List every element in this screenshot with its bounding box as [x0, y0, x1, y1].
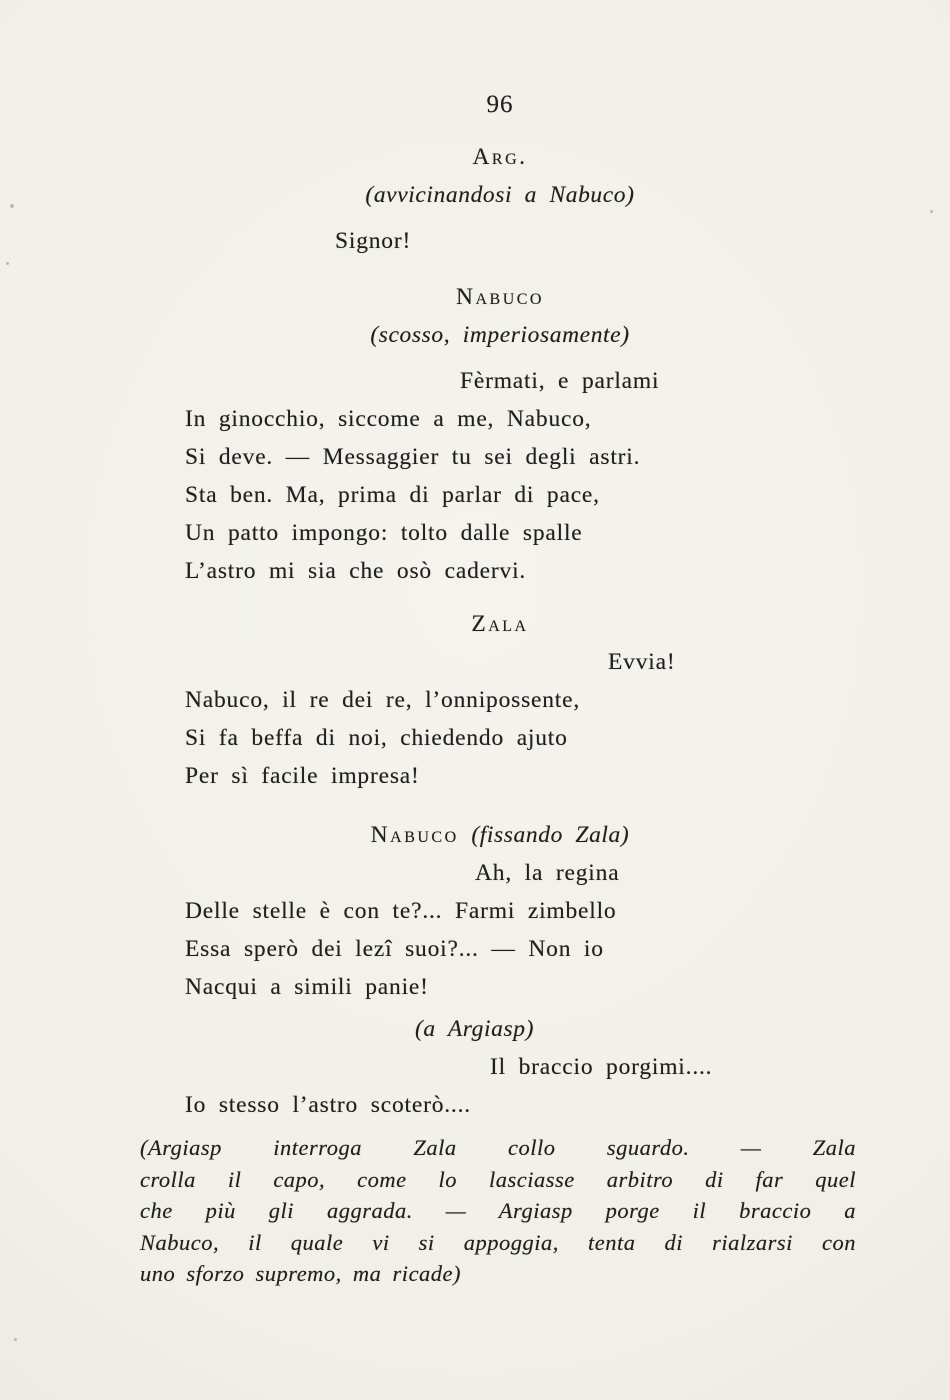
- verse-line: Sta ben. Ma, prima di parlar di pace,: [185, 482, 600, 508]
- stage-direction: (avvicinandosi a Nabuco): [365, 182, 635, 208]
- page-number: 96: [486, 91, 514, 118]
- speech-arg: [140, 138, 860, 260]
- stage-direction-line: Nabuco, il quale vi si appoggia, tenta di rialzarsi con: [140, 1229, 856, 1255]
- paper-speckle: [14, 1338, 17, 1341]
- verse-line: Delle stelle è con te?... Farmi zimbello: [185, 898, 617, 924]
- speech-zala: [140, 605, 860, 795]
- dialogue-line: Signor!: [335, 228, 412, 254]
- stage-direction-line: che più gli aggrada. — Argiasp porge il braccio a: [140, 1198, 856, 1223]
- verse-line: L’astro mi sia che osò cadervi.: [185, 558, 527, 584]
- paper-speckle: [930, 210, 933, 213]
- closing-stage-direction: [140, 1132, 856, 1290]
- speaker-name: Nabuco: [370, 822, 459, 848]
- half-verse-line: Ah, la regina: [475, 860, 620, 886]
- stage-direction: (scosso, imperiosamente): [370, 322, 630, 348]
- verse-line: Nabuco, il re dei re, l’onnipossente,: [185, 687, 581, 713]
- half-verse-line: Il braccio porgimi....: [490, 1054, 713, 1080]
- speech-nabuco-second: [140, 816, 860, 1124]
- speech-nabuco-first: [140, 278, 860, 590]
- paper-speckle: [6, 262, 9, 265]
- half-verse-line: Evvia!: [608, 649, 676, 675]
- speaker-heading: [140, 816, 860, 854]
- speaker-name: Nabuco: [456, 284, 544, 310]
- stage-direction-line: (Argiasp interroga Zala collo sguardo. — Zala: [140, 1135, 856, 1160]
- verse-line: Si fa beffa di noi, chiedendo ajuto: [185, 725, 568, 751]
- speaker-name: Zala: [471, 611, 529, 637]
- verse-line: Nacqui a simili panie!: [185, 974, 429, 1000]
- stage-direction: (a Argiasp): [415, 1016, 535, 1042]
- speaker-stage-direction: (fissando Zala): [471, 822, 630, 848]
- speaker-name: Arg.: [472, 144, 528, 170]
- paper-speckle: [10, 204, 14, 208]
- stage-direction-line: crolla il capo, come lo lasciasse arbitro di far quel: [140, 1166, 856, 1192]
- page-content: [140, 86, 860, 1290]
- verse-line: In ginocchio, siccome a me, Nabuco,: [185, 406, 592, 432]
- verse-line: Per sì facile impresa!: [185, 763, 420, 789]
- stage-direction-line: uno sforzo supremo, ma ricade): [140, 1261, 462, 1286]
- verse-line: Si deve. — Messaggier tu sei degli astri.: [185, 444, 641, 470]
- verse-line: Io stesso l’astro scoterò....: [185, 1092, 471, 1118]
- half-verse-line: Fèrmati, e parlami: [460, 368, 660, 394]
- verse-line: Essa sperò dei lezî suoi?... — Non io: [185, 936, 604, 962]
- verse-line: Un patto impongo: tolto dalle spalle: [185, 520, 583, 546]
